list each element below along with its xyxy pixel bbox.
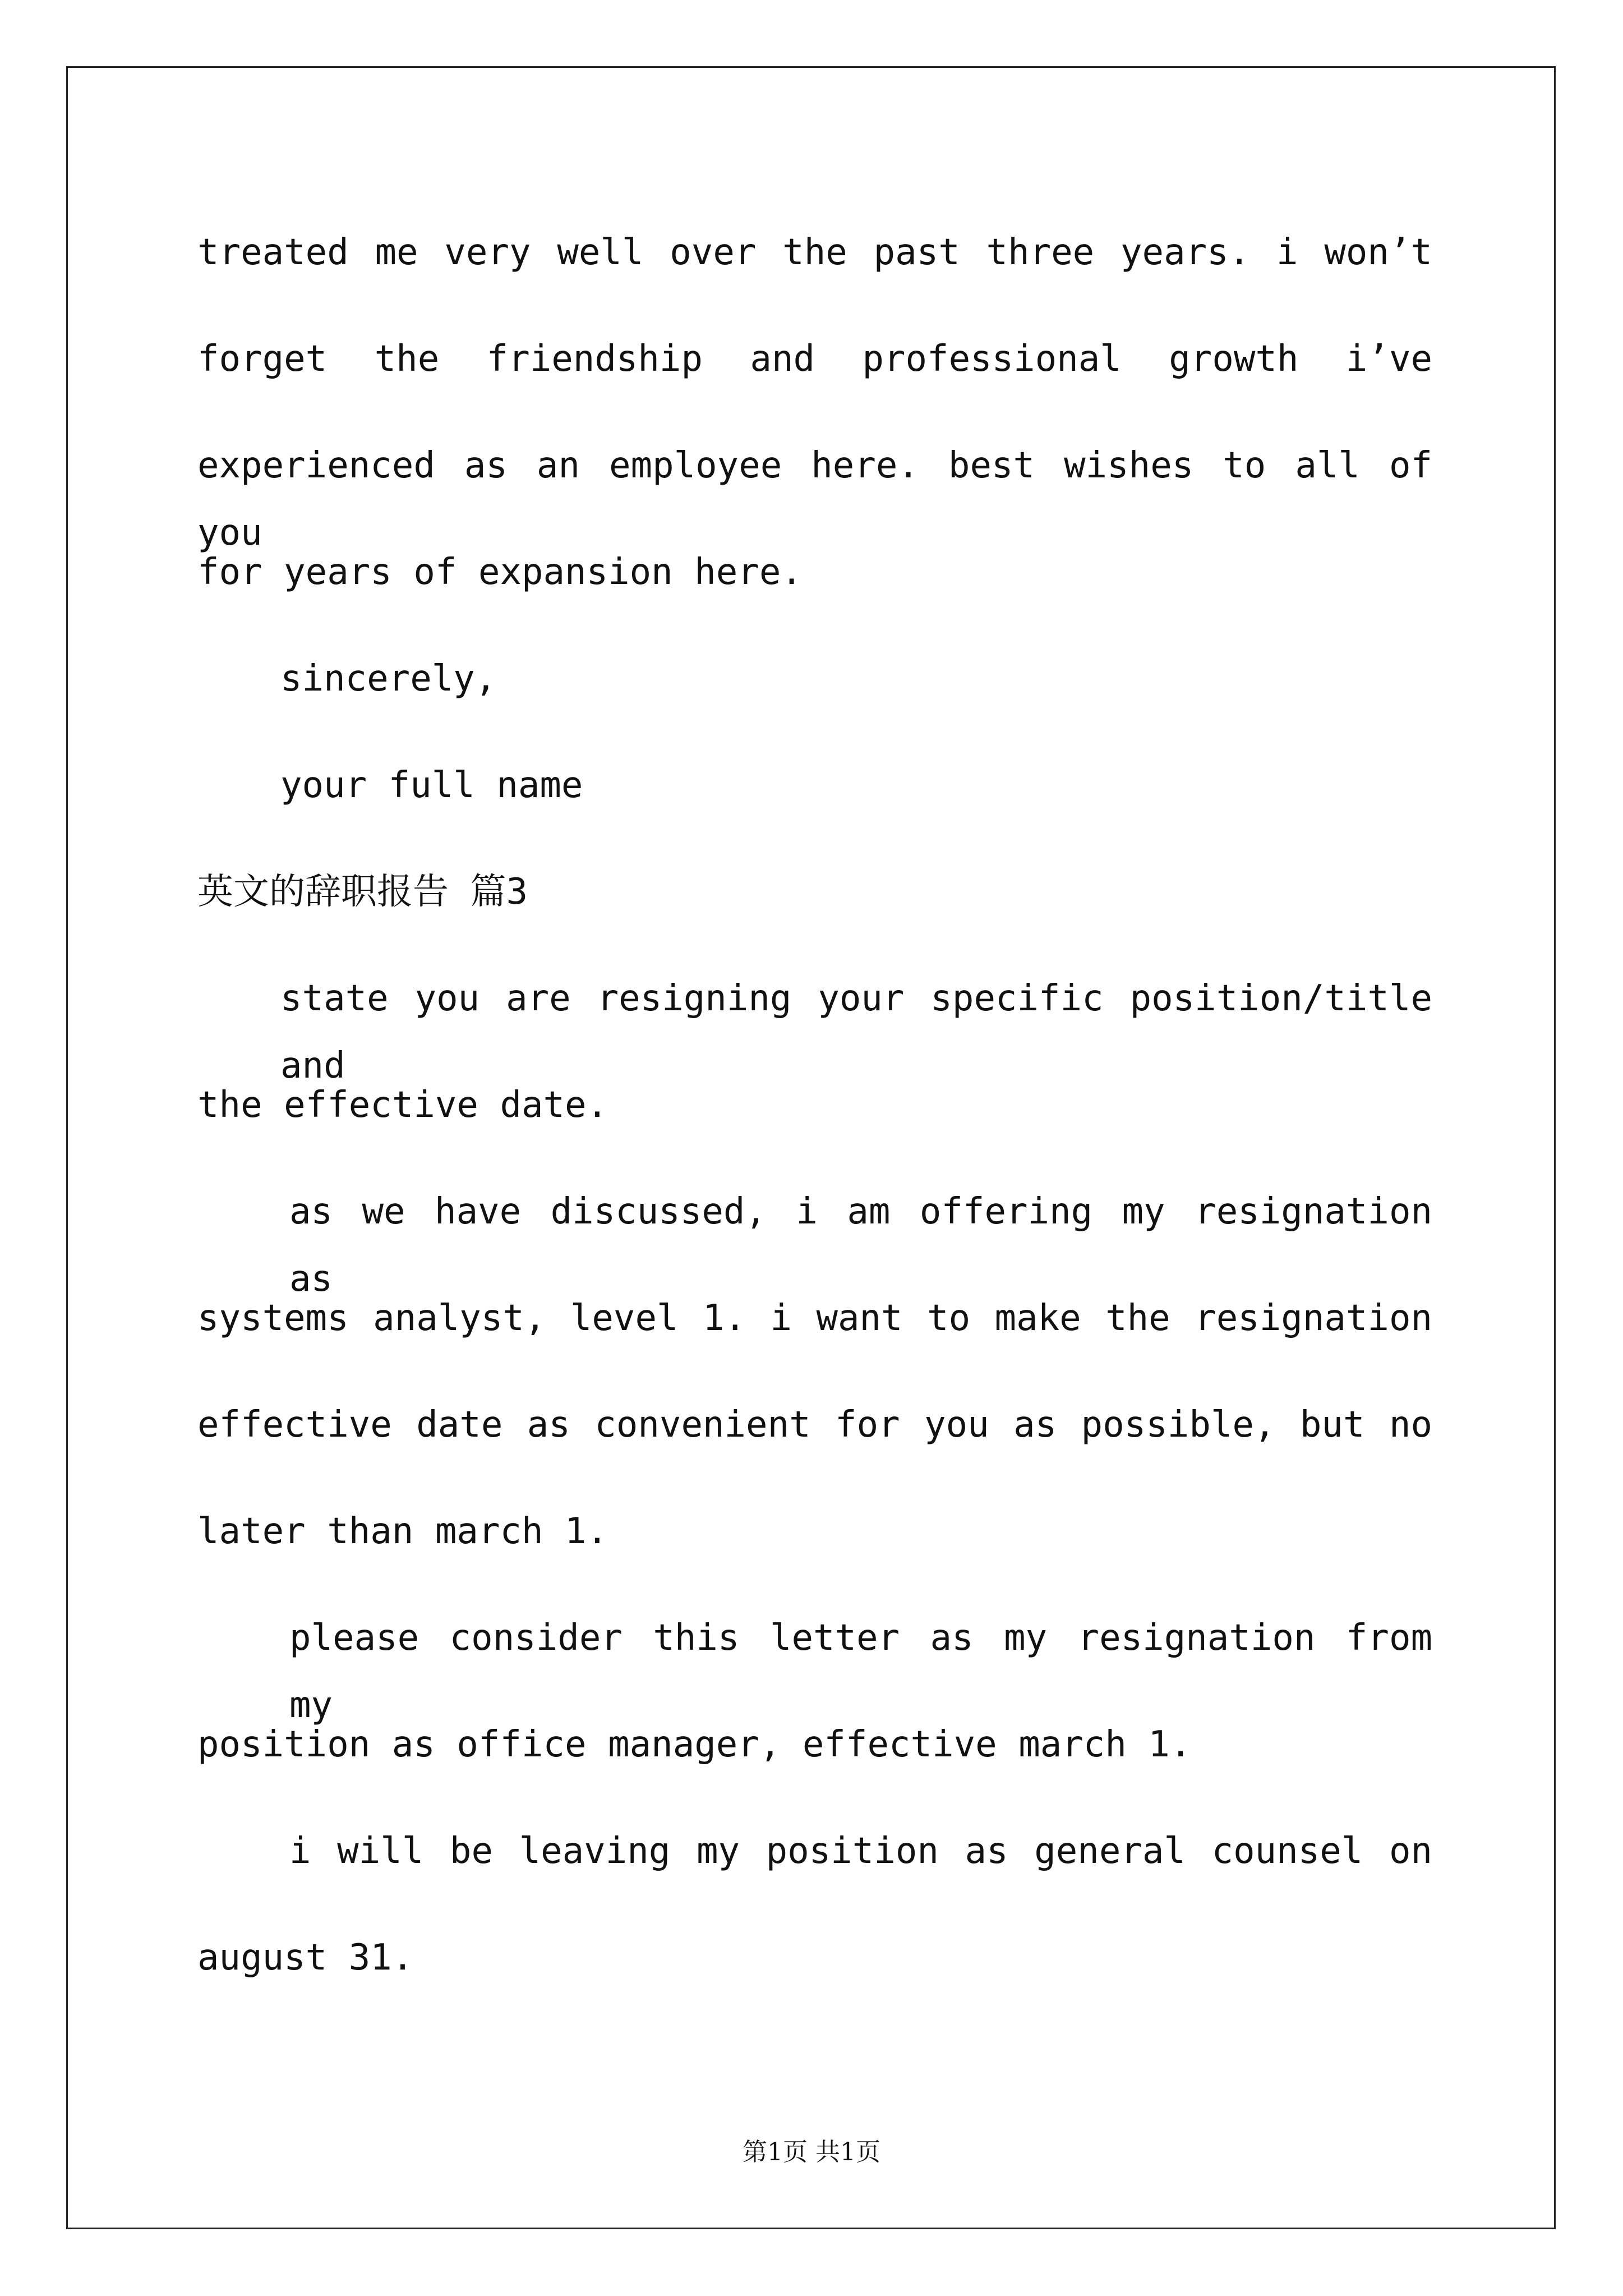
body-text-line: position as office manager, effective march 1. — [197, 1724, 1192, 1765]
body-text-line: i will be leaving my position as general counsel on — [289, 1830, 1432, 1872]
body-text-line: the effective date. — [197, 1084, 608, 1126]
body-text-line: sincerely, — [280, 658, 497, 700]
body-text-line: treated me very well over the past three years. i won’t — [197, 232, 1432, 273]
body-text-line: august 31. — [197, 1937, 414, 1978]
body-text-line: your full name — [280, 765, 583, 806]
section-heading: 英文的辞职报告 篇3 — [197, 871, 528, 913]
body-text-line: experienced as an employee here. best wishes to all of you — [197, 445, 1432, 554]
body-text-line: later than march 1. — [197, 1511, 608, 1552]
body-text-line: systems analyst, level 1. i want to make the resignation — [197, 1297, 1432, 1339]
body-text-line: forget the friendship and professional growth i’ve — [197, 338, 1432, 380]
body-text-line: effective date as convenient for you as possible, but no — [197, 1404, 1432, 1446]
page-footer: 第1页 共1页 — [743, 2138, 880, 2166]
document-body — [197, 219, 1432, 2031]
body-text-line: please consider this letter as my resignation from my — [289, 1617, 1432, 1726]
body-text-line: for years of expansion here. — [197, 551, 803, 593]
body-text-line: state you are resigning your specific position/title and — [280, 978, 1432, 1087]
body-text-line: as we have discussed, i am offering my resignation as — [289, 1191, 1432, 1300]
